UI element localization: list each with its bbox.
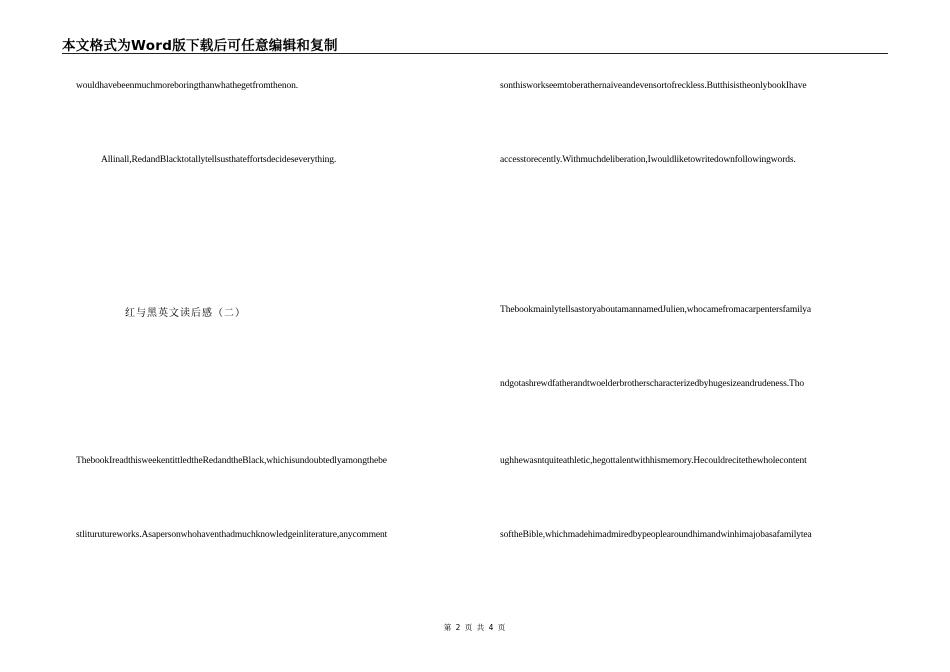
left-text-line-2: Allinall,RedandBlacktotallytellsusthateffortsdecideseverything. <box>101 155 337 165</box>
left-text-line-1: wouldhavebeenmuchmoreboringthanwhathegetfromthenon. <box>76 81 299 91</box>
footer-total-pages: 4 <box>488 623 495 632</box>
footer-suffix: 页 <box>497 623 507 632</box>
header-title: 本文格式为Word版下载后可任意编辑和复制 <box>62 38 338 54</box>
header-divider <box>62 53 888 54</box>
page-footer <box>0 622 950 633</box>
right-text-line-4: ndgotashrewdfatherandtwoelderbrotherscharacterizedbyhugesizeandrudeness.Tho <box>500 379 805 389</box>
right-text-line-2: accesstorecently.Withmuchdeliberation,Iwouldliketowritedownfollowingwords. <box>500 155 796 165</box>
right-text-line-1: sonthisworkseemtoberathernaiveandevensortofreckless.ButthisistheonlybookIhave <box>500 81 807 91</box>
right-text-line-5: ughhewasntquiteathletic,hegottalentwithhismemory.Hecouldrecitethewholecontent <box>500 456 807 466</box>
footer-middle: 页 共 <box>464 623 486 632</box>
left-text-line-4: stliturutureworks.Asapersonwhohaventhadmuchknowledgeinliterature,anycomment <box>76 530 388 540</box>
footer-page-number: 2 <box>455 623 462 632</box>
right-text-line-6: softheBible,whichmadehimadmiredbypeoplearoundhimandwinhimajobasafamilytea <box>500 530 812 540</box>
footer-prefix: 第 <box>443 623 453 632</box>
left-text-line-3: ThebookIreadthisweekentittledtheRedandtheBlack,whichisundoubtedlyamongthebe <box>76 456 387 466</box>
right-text-line-3: ThebookmainlytellsastoryaboutamannamedJulien,whocamefromacarpentersfamilya <box>500 305 811 315</box>
section-heading: 红与黑英文读后感（二） <box>125 308 246 319</box>
